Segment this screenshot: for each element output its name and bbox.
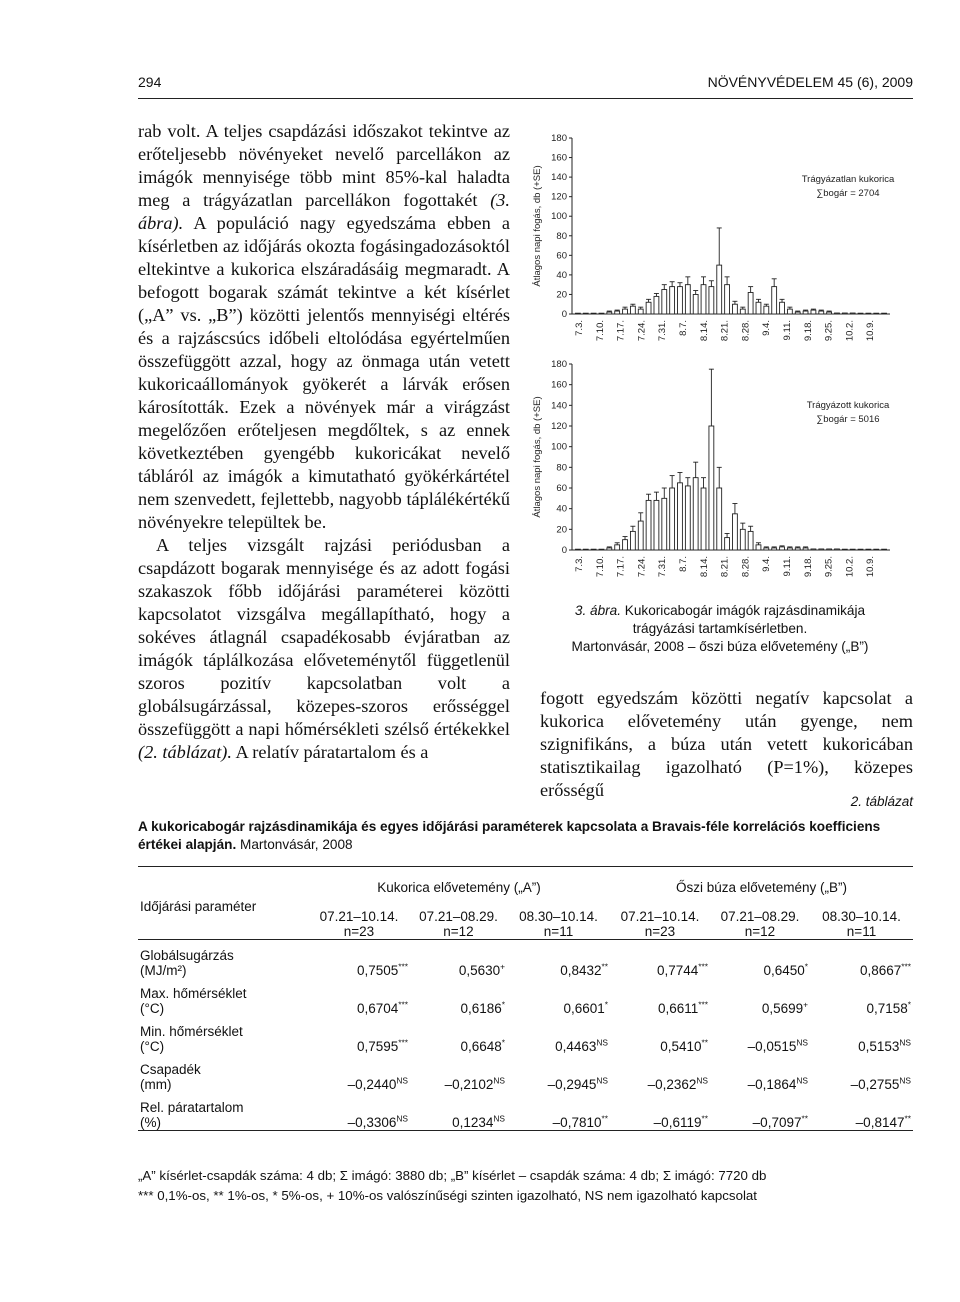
value-cell: 0,6704*** <box>356 999 408 1016</box>
data-bar <box>638 521 643 550</box>
x-tick-label: 7.17. <box>615 556 627 578</box>
data-bar <box>591 549 596 550</box>
data-bar <box>725 538 730 550</box>
chart-annotation: Trágyázott kukorica <box>806 400 890 411</box>
data-bar <box>803 311 808 314</box>
data-bar <box>693 294 698 314</box>
y-tick-label: 60 <box>556 483 567 494</box>
x-tick-label: 7.10. <box>594 556 606 578</box>
x-tick-label: 10.9. <box>865 320 877 342</box>
data-bar <box>623 540 628 550</box>
data-bar <box>623 309 628 314</box>
data-bar <box>670 287 675 314</box>
value-cell: 0,8432** <box>560 961 608 978</box>
value-cell: 0,5630+ <box>458 961 505 978</box>
x-tick-label: 7.10. <box>594 320 606 342</box>
x-tick-label: 9.11. <box>782 320 793 341</box>
data-bar <box>740 309 745 314</box>
data-bar <box>583 313 588 314</box>
period-header: 07.21–10.14. n=23 <box>610 895 710 940</box>
y-tick-label: 100 <box>551 441 567 453</box>
data-bar <box>575 313 580 314</box>
param-cell: Min. hőmérséklet (°C) <box>140 1024 243 1054</box>
data-bar <box>693 478 698 550</box>
period-header: 07.21–08.29. n=12 <box>410 895 507 940</box>
correlation-table <box>138 866 913 1131</box>
value-cell: $-0,3306^{NS}$ <box>308 1092 410 1131</box>
y-tick-label: 20 <box>556 524 567 536</box>
data-bar <box>756 302 761 314</box>
x-tick-label: 9.25. <box>823 556 835 578</box>
y-axis-label: Átlagos napi fogás, db (+SE) <box>532 396 543 518</box>
y-tick-label: 120 <box>551 191 567 203</box>
data-bar <box>827 312 832 314</box>
paragraph: A teljes vizsgált rajzási periódusban a csapdázott bogarak mennyisége és az adott fogási szakaszok főbb időjárási paraméterei közötti kapcsolatot vizsgálva megállapítható, hogy a sokéves átlagnál csapadékosabb évjáratban az imágók táplálkozása előveteménytől függetlenül szoros pozitív kapcsolatban volt a globálsugárzással, közepes-szoros erősséggel összefüggött a napi hőmérsékleti szélső értékekkel (2. táblázat). A relatív páratartalom és a <box>138 535 510 762</box>
y-tick-label: 80 <box>556 230 567 242</box>
value-cell: 0,5410** <box>660 1037 708 1054</box>
header-rule <box>138 98 913 99</box>
x-tick-label: 7.31. <box>657 556 669 578</box>
data-bar <box>811 310 816 314</box>
y-tick-label: 160 <box>551 152 567 164</box>
y-tick-label: 0 <box>561 309 567 320</box>
paragraph: fogott egyedszám közötti negatív kapcsolat a kukorica elővetemény után gyenge, nem szignifikáns, a búza után vetett kukoricában statisztikailag igazolható (P=1%), közepes erősségű <box>540 688 913 800</box>
data-bar <box>646 302 651 314</box>
y-tick-label: 180 <box>551 133 567 144</box>
y-tick-label: 40 <box>556 269 567 281</box>
value-cell: $-0,2440^{NS}$ <box>347 1075 408 1092</box>
value-cell: –0,7097** <box>710 1092 810 1131</box>
data-bar <box>835 313 840 314</box>
data-bar <box>835 549 840 550</box>
data-bar <box>717 265 722 314</box>
x-tick-label: 8.14. <box>698 556 710 578</box>
chart-annotation-total: ∑bogár = 5016 <box>816 414 880 425</box>
y-tick-label: 80 <box>556 462 567 474</box>
x-tick-label: 7.17. <box>615 320 627 342</box>
x-tick-label: 7.24. <box>636 556 648 578</box>
data-bar <box>630 306 635 314</box>
value-cell: 0,7158* <box>866 999 911 1016</box>
data-bar <box>795 312 800 314</box>
data-bar <box>646 500 651 550</box>
data-bar <box>709 426 714 550</box>
right-text-column <box>540 687 913 802</box>
data-bar <box>748 292 753 314</box>
y-tick-label: 180 <box>551 359 567 370</box>
data-bar <box>756 545 761 550</box>
x-tick-label: 7.24. <box>636 320 648 342</box>
param-header: Időjárási paraméter <box>138 895 308 940</box>
data-bar <box>780 547 785 550</box>
value-cell: 0,6601* <box>563 999 608 1016</box>
value-cell: $-0,2945^{NS}$ <box>547 1075 608 1092</box>
table-row <box>138 1016 913 1054</box>
data-bar <box>732 514 737 550</box>
x-tick-label: 7.3. <box>574 320 585 336</box>
data-bar <box>678 287 683 314</box>
x-tick-label: 8.14. <box>698 320 710 342</box>
data-bar <box>811 549 816 550</box>
value-cell: 0,6186* <box>460 999 505 1016</box>
value-cell: 0,6450* <box>763 961 808 978</box>
data-bar <box>866 313 871 314</box>
data-bar <box>717 488 722 550</box>
value-cell: 0,6648* <box>460 1037 505 1054</box>
value-cell: 0,8667*** <box>859 961 911 978</box>
param-cell: Max. hőmérséklet (°C) <box>140 986 247 1016</box>
data-bar <box>866 549 871 550</box>
data-bar <box>607 312 612 314</box>
data-bar <box>654 296 659 314</box>
y-tick-label: 40 <box>556 503 567 515</box>
x-tick-label: 8.7. <box>678 556 689 572</box>
data-bar <box>654 500 659 550</box>
data-bar <box>615 311 620 314</box>
data-bar <box>591 313 596 314</box>
period-header: 08.30–10.14. n=11 <box>810 895 913 940</box>
figure-ref: (3. ábra). <box>138 190 510 233</box>
x-tick-label: 8.21. <box>719 320 731 342</box>
period-header: 08.30–10.14. n=11 <box>507 895 610 940</box>
data-bar <box>795 548 800 550</box>
figure-charts <box>520 118 920 600</box>
value-cell: $0,5153^{NS}$ <box>858 1037 911 1054</box>
data-bar <box>630 531 635 550</box>
data-bar <box>780 302 785 314</box>
value-cell: $-0,2362^{NS}$ <box>647 1075 708 1092</box>
data-bar <box>599 313 604 314</box>
data-bar <box>787 548 792 550</box>
figure-label: 3. ábra. <box>574 603 622 618</box>
data-bar <box>874 313 879 314</box>
value-cell: $0,4463^{NS}$ <box>555 1037 608 1054</box>
chart-untreated <box>532 133 895 341</box>
data-bar <box>685 285 690 314</box>
data-bar <box>662 290 667 314</box>
table-ref: (2. táblázat). <box>138 742 232 762</box>
journal-title: NÖVÉNYVÉDELEM 45 (6), 2009 <box>707 74 913 90</box>
param-cell: Csapadék (mm) <box>140 1062 201 1092</box>
y-tick-label: 60 <box>556 250 567 262</box>
data-bar <box>882 549 887 550</box>
data-bar <box>701 488 706 550</box>
data-bar <box>709 287 714 314</box>
data-bar <box>803 548 808 550</box>
x-tick-label: 10.2. <box>844 556 856 578</box>
data-bar <box>787 309 792 314</box>
value-cell: –0,7810** <box>507 1092 610 1131</box>
data-bar <box>874 549 879 550</box>
x-tick-label: 9.11. <box>782 556 793 577</box>
data-bar <box>678 483 683 550</box>
data-bar <box>842 313 847 314</box>
data-bar <box>670 488 675 550</box>
x-tick-label: 10.9. <box>865 556 877 578</box>
data-bar <box>827 549 832 550</box>
value-cell: $0,1234^{NS}$ <box>410 1092 507 1131</box>
data-bar <box>575 549 580 550</box>
data-bar <box>764 548 769 550</box>
data-bar <box>772 548 777 550</box>
chart-treated <box>532 359 890 577</box>
value-cell: 0,7505*** <box>356 961 408 978</box>
period-header: 07.21–10.14. n=23 <box>308 895 410 940</box>
y-tick-label: 100 <box>551 211 567 223</box>
value-cell: $-0,1864^{NS}$ <box>747 1075 808 1092</box>
table-footnote: „A” kísérlet-csapdák száma: 4 db; Σ imágó: 3880 db; „B” kísérlet – csapdák száma: 4 db; Σ imágó: 7720 db <box>138 1168 767 1183</box>
paragraph: rab volt. A teljes csapdázási időszakot tekintve az erőteljesebb növényeket nevelő parcellákon az imágók mennyisége több mint 85%-kal haladta meg a trágyázatlan parcellákon fogottakét (3. ábra). A populáció nagy egyedszáma ebben a kísérletben az időjárás okozta fogásingadozásoktól eltekintve a kukorica elszáradásáig megmaradt. A befogott bogarak számát tekintve a két kísérlet („A” vs. „B”) közötti jelentős mennyiségi eltérés és a rajzáscsúcs időbeli eltolódása egyértelműen összefüggött azzal, hogy az önmaga után vetett kukoricaállományok gyökerét a lárvák erősen károsították. Ezek a növények már a virágzást megelőzően erőteljesen megdőltek, s az ennek következtében gyengébb kukoricákat nevelő tábláról az imágók a kimutatható gyökérkártétel nem szenvedett, fejlettebb, nagyobb táplálékértékű növényekre települtek be. <box>138 121 510 532</box>
running-header <box>138 74 913 96</box>
table-label: 2. táblázat <box>850 794 913 809</box>
data-bar <box>740 529 745 550</box>
group-header-a: Kukorica elővetemény („A”) <box>308 867 610 896</box>
data-bar <box>662 498 667 550</box>
x-tick-label: 9.18. <box>802 556 814 578</box>
y-tick-label: 0 <box>561 545 567 556</box>
x-tick-label: 9.25. <box>823 320 835 342</box>
y-tick-label: 20 <box>556 289 567 301</box>
data-bar <box>850 313 855 314</box>
value-cell: $-0,2755^{NS}$ <box>850 1075 911 1092</box>
data-bar <box>583 549 588 550</box>
page-number: 294 <box>138 74 162 90</box>
data-bar <box>842 549 847 550</box>
x-tick-label: 8.28. <box>740 556 752 578</box>
y-axis-label: Átlagos napi fogás, db (+SE) <box>532 165 543 287</box>
table-row <box>138 978 913 1016</box>
x-tick-label: 8.28. <box>740 320 752 342</box>
period-header: 07.21–08.29. n=12 <box>710 895 810 940</box>
data-bar <box>607 548 612 550</box>
table-row <box>138 1054 913 1092</box>
x-tick-label: 10.2. <box>844 320 856 342</box>
table-footnote: *** 0,1%-os, ** 1%-os, * 5%-os, + 10%-os valószínűségi szinten igazolható, NS nem igazolható kapcsolat <box>138 1188 758 1203</box>
data-bar <box>858 313 863 314</box>
data-bar <box>882 313 887 314</box>
data-bar <box>599 549 604 550</box>
value-cell: –0,6119** <box>610 1092 710 1131</box>
data-bar <box>764 306 769 314</box>
data-bar <box>819 311 824 314</box>
data-bar <box>748 531 753 550</box>
data-bar <box>701 285 706 314</box>
y-tick-label: 120 <box>551 421 567 432</box>
chart-annotation: Trágyázatlan kukorica <box>801 174 895 185</box>
y-tick-label: 140 <box>551 172 567 184</box>
value-cell: 0,6611*** <box>657 999 708 1016</box>
x-tick-label: 8.21. <box>719 556 731 578</box>
value-cell: $-0,0515^{NS}$ <box>747 1037 808 1054</box>
value-cell: –0,8147** <box>810 1092 913 1131</box>
value-cell: 0,7744*** <box>656 961 708 978</box>
x-tick-label: 9.4. <box>761 556 773 572</box>
figure-caption: 3. ábra. Kukoricabogár imágók rajzásdinamikája trágyázási tartamkísérletben. Martonvásár, 2008 – őszi búza elővetemény („B”) <box>571 603 869 654</box>
data-bar <box>732 304 737 314</box>
data-bar <box>685 486 690 550</box>
y-tick-label: 140 <box>551 400 567 412</box>
data-bar <box>858 549 863 550</box>
param-cell: Rel. páratartalom (%) <box>138 1092 308 1131</box>
chart-annotation-total: ∑bogár = 2704 <box>816 188 880 199</box>
x-tick-label: 7.31. <box>657 320 669 342</box>
x-tick-label: 7.3. <box>574 556 585 572</box>
data-bar <box>615 545 620 550</box>
x-tick-label: 8.7. <box>678 320 689 336</box>
group-header-b: Őszi búza elővetemény („B”) <box>610 867 913 896</box>
param-cell: Globálsugárzás (MJ/m²) <box>140 948 234 978</box>
value-cell: 0,5699+ <box>761 999 808 1016</box>
x-tick-label: 9.18. <box>802 320 814 342</box>
left-text-column <box>138 120 510 764</box>
data-bar <box>819 549 824 550</box>
x-tick-label: 9.4. <box>761 320 773 336</box>
y-tick-label: 160 <box>551 379 567 391</box>
data-bar <box>638 309 643 314</box>
value-cell: $-0,2102^{NS}$ <box>444 1075 505 1092</box>
data-bar <box>725 285 730 314</box>
data-bar <box>772 287 777 314</box>
table-row <box>138 940 913 979</box>
data-bar <box>850 549 855 550</box>
table-title: A kukoricabogár rajzásdinamikája és egyes időjárási paraméterek kapcsolata a Bravais-féle korrelációs koefficiens értékei alapján. Martonvásár, 2008 <box>138 819 881 852</box>
value-cell: 0,7595*** <box>356 1037 408 1054</box>
table-row <box>138 1092 913 1131</box>
